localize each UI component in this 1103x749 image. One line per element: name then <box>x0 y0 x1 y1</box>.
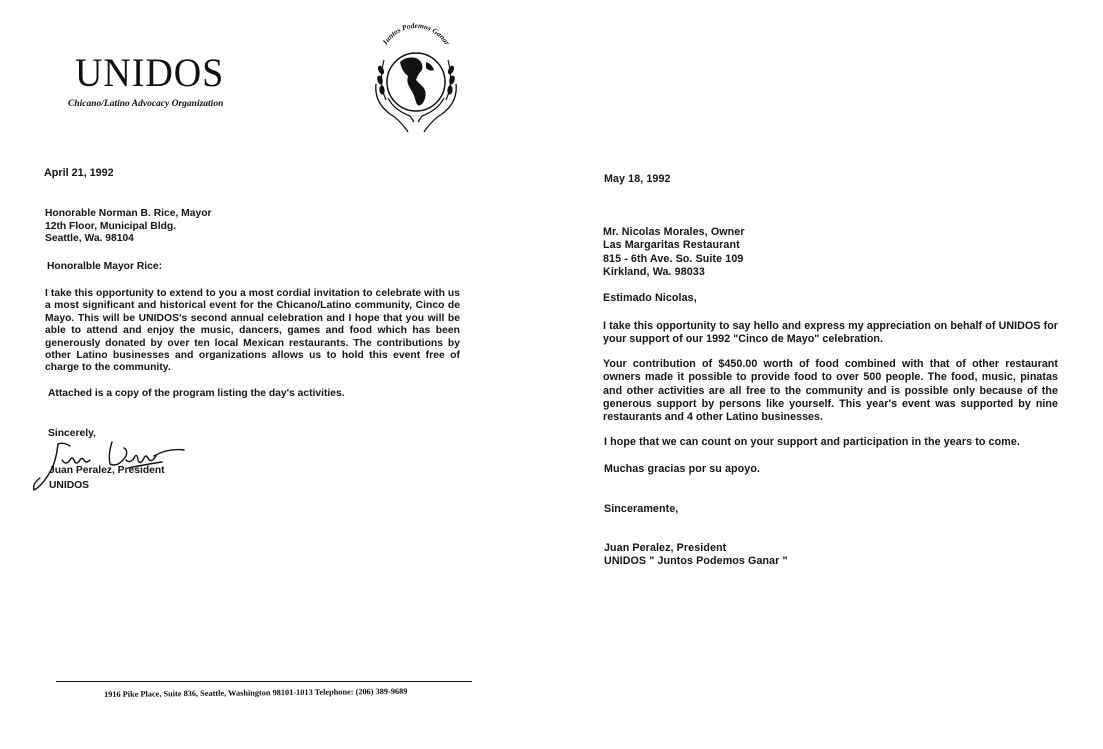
letterhead-org-name: UNIDOS <box>75 50 225 95</box>
logo-motto-text: Juntos Podemos Ganar <box>380 22 452 47</box>
letter1-body-paragraph-1: I take this opportunity to extend to you a most cordial invitation to celebrate with us a most significant and historical event for the Chicano/Latino community, Cinco de Mayo. This will be UNIDOS's second annual celebration and I hope that you will be able to attend and enjoy the music, dancers, games and food which has been generously donated by over ten local Mexican restaurants. The contributions by other Latino businesses and organizations allows us to hold this event free of charge to the community. <box>45 288 460 374</box>
letter1-address-line1: 12th Floor, Municipal Bldg. <box>45 220 177 232</box>
letter1-address-line2: Seattle, Wa. 98104 <box>45 233 134 244</box>
letterhead-footer-rule <box>56 681 472 682</box>
letter1-date: April 21, 1992 <box>44 167 114 179</box>
letter1-body-paragraph-2: Attached is a copy of the program listing the day's activities. <box>48 388 345 399</box>
letter2-body-paragraph-4: Muchas gracias por su apoyo. <box>604 463 761 475</box>
letter2-closing: Sinceramente, <box>604 503 679 515</box>
letter2-signature-block <box>604 542 788 569</box>
letter2-body-paragraph-3: I hope that we can count on your support and participation in the years to come. <box>604 436 1020 448</box>
letterhead-footer-address: 1916 Pike Place, Suite 836, Seattle, Washington 98101-1013 Telephone: (206) 389-9689 <box>104 686 408 699</box>
letter2-body-paragraph-1: I take this opportunity to say hello and express my appreciation on behalf of UNIDOS for your support of our 1992 "Cinco de Mayo" celebration. <box>603 320 1058 346</box>
letter2-address-line2: Kirkland, Wa. 98033 <box>603 265 705 278</box>
letterhead-tagline: Chicano/Latino Advocacy Organization <box>68 99 224 109</box>
letter1-salutation: Honoralble Mayor Rice: <box>47 261 163 272</box>
letter2-salutation: Estimado Nicolas, <box>603 292 697 304</box>
letter2-signer: Juan Peralez, President <box>604 542 727 554</box>
svg-text:Juntos Podemos Ganar <box>380 22 452 48</box>
letter2-business-name: Las Margaritas Restaurant <box>603 239 740 252</box>
letter2-address-block <box>603 226 745 279</box>
letter1-closing: Sincerely, <box>48 428 96 439</box>
letter1-signer: Juan Peralez, President <box>49 465 165 476</box>
letter2-recipient-name: Mr. Nicolas Morales, Owner <box>603 226 745 238</box>
letter2-signer-org: UNIDOS " Juntos Podemos Ganar " <box>604 555 788 568</box>
letter2-date: May 18, 1992 <box>604 173 671 185</box>
letter2-address-line1: 815 - 6th Ave. So. Suite 109 <box>603 252 744 265</box>
unidos-globe-logo <box>370 22 462 137</box>
letter1-signer-org: UNIDOS <box>49 480 90 491</box>
letter2-body-paragraph-2: Your contribution of $450.00 worth of food combined with that of other restaurant owners made it possible to provide food to over 500 people. The food, music, pinatas and other activities are all free to the community and is possible only because of the generous support by persons like yourself. This year's event was supported by nine restaurants and 4 other Latino businesses. <box>603 358 1058 424</box>
letter1-recipient-name: Honorable Norman B. Rice, Mayor <box>45 208 212 219</box>
letter1-address-block <box>45 208 212 246</box>
